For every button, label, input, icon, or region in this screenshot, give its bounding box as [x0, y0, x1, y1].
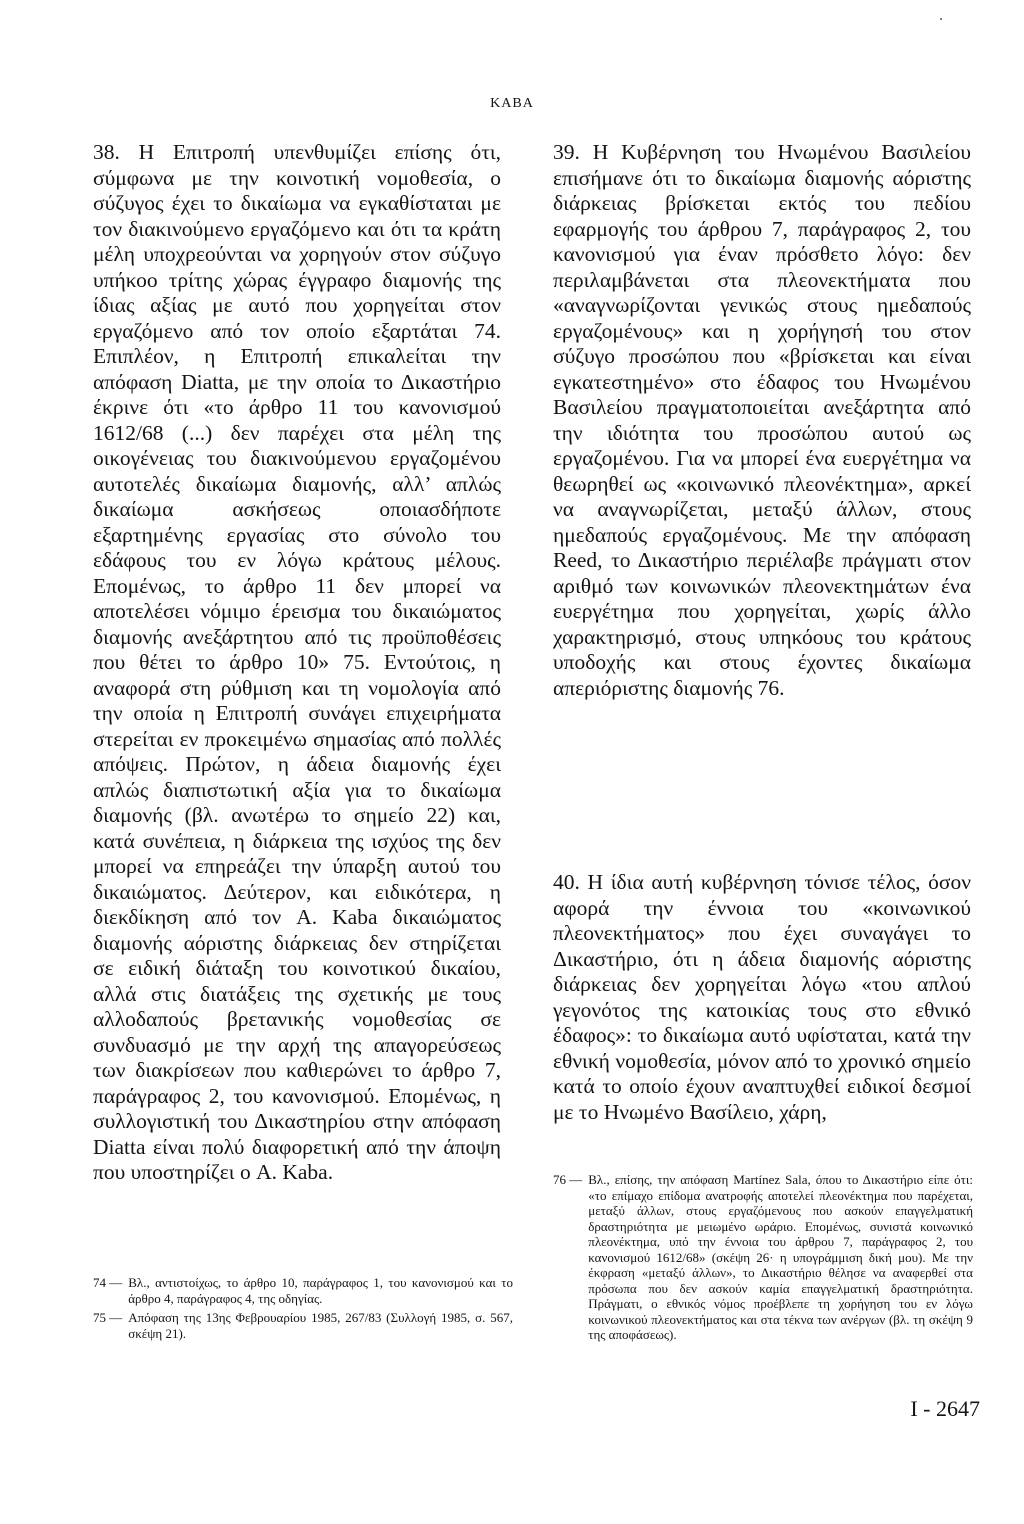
- page-number: I - 2647: [910, 1396, 980, 1421]
- paragraph-40: 40. Η ίδια αυτή κυβέρνηση τόνισε τέλος, όσον αφορά την έννοια του «κοινωνικού πλεονεκτήματος» που έχει συναγάγει το Δικαστήριο, ότι η άδεια διαμονής αόριστης διάρκειας δεν χορηγείται λόγω «του απλού γεγονότος της κατοικίας τους στο εθνικό έδαφος»: το δικαίωμα αυτό υφίσταται, κατά την εθνική νομοθεσία, μόνον από το χρονικό σημείο κατά το οποίο έχουν αναπτυχθεί ειδικοί δεσμοί με το Ηνωμένο Βασίλειο, χάρη,: [553, 870, 971, 1124]
- footnote-75: [93, 1310, 513, 1341]
- footnote-number: 74 —: [93, 1275, 123, 1290]
- paragraph-38: 38. Η Επιτροπή υπενθυμίζει επίσης ότι, σύμφωνα με την κοινοτική νομοθεσία, ο σύζυγος έχει το δικαίωμα να εγκαθίσταται με τον διακινούμενο εργαζόμενο και ότι τα κράτη μέλη υποχρεούνται να χορηγούν στον σύζυγο υπήκοο τρίτης χώρας έγγραφο διαμονής της ίδιας αξίας με αυτό που χορηγείται στον εργαζόμενο από τον οποίο εξαρτάται 74. Επιπλέον, η Επιτροπή επικαλείται την απόφαση Diatta, με την οποία το Δικαστήριο έκρινε ότι «το άρθρο 11 του κανονισμού 1612/68 (...) δεν παρέχει στα μέλη της οικογένειας του διακινούμενου εργαζομένου αυτοτελές δικαίωμα διαμονής, αλλ’ απλώς δικαίωμα ασκήσεως οποιασδήποτε εξαρτημένης εργασίας στο σύνολο του εδάφους του εν λόγω κράτους μέλους. Επομένως, το άρθρο 11 δεν μπορεί να αποτελέσει νόμιμο έρεισμα του δικαιώματος διαμονής ανεξάρτητου από τις προϋποθέσεις που θέτει το άρθρο 10» 75. Εντούτοις, η αναφορά στη ρύθμιση και τη νομολογία από την οποία η Επιτροπή συνάγει επιχειρήματα στερείται εν προκειμένω σημασίας από πολλές απόψεις. Πρώτον, η άδεια διαμονής έχει απλώς διαπιστωτική αξία για το δικαίωμα διαμονής (βλ. ανωτέρω το σημείο 22) και, κατά συνέπεια, η διάρκεια της ισχύος της δεν μπορεί να επηρεάζει την ύπαρξη αυτού του δικαιώματος. Δεύτερον, και ειδικότερα, η διεκδίκηση από τον A. Kaba δικαιώματος διαμονής αόριστης διάρκειας δεν στηρίζεται σε ειδική διάταξη του κοινοτικού δικαίου, αλλά στις διατάξεις της σχετικής με τους αλλοδαπούς βρετανικής νομοθεσίας σε συνδυασμό με την αρχή της απαγορεύσεως των διακρίσεων που καθιερώνει το άρθρο 7, παράγραφος 2, του κανονισμού. Επομένως, η συλλογιστική του Δικαστηρίου στην απόφαση Diatta είναι πολύ διαφορετική από την άποψη που υποστηρίζει ο A. Kaba.: [93, 140, 501, 1184]
- footnotes-left: [93, 1275, 513, 1345]
- scan-speck: [940, 18, 942, 20]
- running-header: KABA: [490, 96, 534, 111]
- footnote-text: Βλ., επίσης, την απόφαση Martínez Sala, όπου το Δικαστήριο είπε ότι: «το επίμαχο επίδομα ανατροφής αποτελεί πλεονέκτημα που παρέχεται, μεταξύ άλλων, στους εργαζόμενους που ασκούν επαγγελματική δραστηριότητα με μειωμένο ωράριο. Επομένως, συνιστά κοινωνικό πλεονέκτημα, υπό την έννοια του άρθρου 7, παράγραφος 2, του κανονισμού 1612/68» (σκέψη 26· η υπογράμμιση δική μου). Με την έκφραση «μεταξύ άλλων», το Δικαστήριο θέλησε να αναφερθεί στα πρόσωπα που δεν ασκούν καμία επαγγελματική δραστηριότητα. Πράγματι, ο εθνικός νόμος προέβλεπε τη χορήγηση του εν λόγω κοινωνικού πλεονεκτήματος και στα τέκνα των ανέργων (βλ. τη σκέψη 9 της αποφάσεως).: [588, 1172, 973, 1342]
- footnote-76: [553, 1172, 973, 1343]
- footnote-number: 76 —: [553, 1172, 583, 1187]
- footnote-text: Βλ., αντιστοίχως, το άρθρο 10, παράγραφος 1, του κανονισμού και το άρθρο 4, παράγραφος 4, της οδηγίας.: [128, 1275, 513, 1306]
- paragraph-39: 39. Η Κυβέρνηση του Ηνωμένου Βασιλείου επισήμανε ότι το δικαίωμα διαμονής αόριστης διάρκειας βρίσκεται εκτός του πεδίου εφαρμογής του άρθρου 7, παράγραφος 2, του κανονισμού για έναν πρόσθετο λόγο: δεν περιλαμβάνεται στα πλεονεκτήματα που «αναγνωρίζονται γενικώς στους ημεδαπούς εργαζομένους» και η χορήγησή του στον σύζυγο προσώπου που «βρίσκεται και είναι εγκατεστημένο» στο έδαφος του Ηνωμένου Βασιλείου πραγματοποιείται ανεξάρτητα από την ιδιότητα του προσώπου αυτού ως εργαζομένου. Για να μπορεί ένα ευεργέτημα να θεωρηθεί ως «κοινωνικό πλεονέκτημα», αρκεί να αναγνωρίζεται, μεταξύ άλλων, στους ημεδαπούς εργαζομένους. Με την απόφαση Reed, το Δικαστήριο περιέλαβε πράγματι στον αριθμό των κοινωνικών πλεονεκτημάτων ένα ευεργέτημα που χορηγείται, χωρίς άλλο χαρακτηρισμό, στους υπηκόους του κράτους υποδοχής και στους έχοντες δικαίωμα απεριόριστης διαμονής 76.: [553, 140, 971, 700]
- footnotes-right: [553, 1172, 973, 1347]
- footnote-number: 75 —: [93, 1310, 123, 1325]
- footnote-text: Απόφαση της 13ης Φεβρουαρίου 1985, 267/83 (Συλλογή 1985, σ. 567, σκέψη 21).: [128, 1310, 513, 1341]
- footnote-74: [93, 1275, 513, 1306]
